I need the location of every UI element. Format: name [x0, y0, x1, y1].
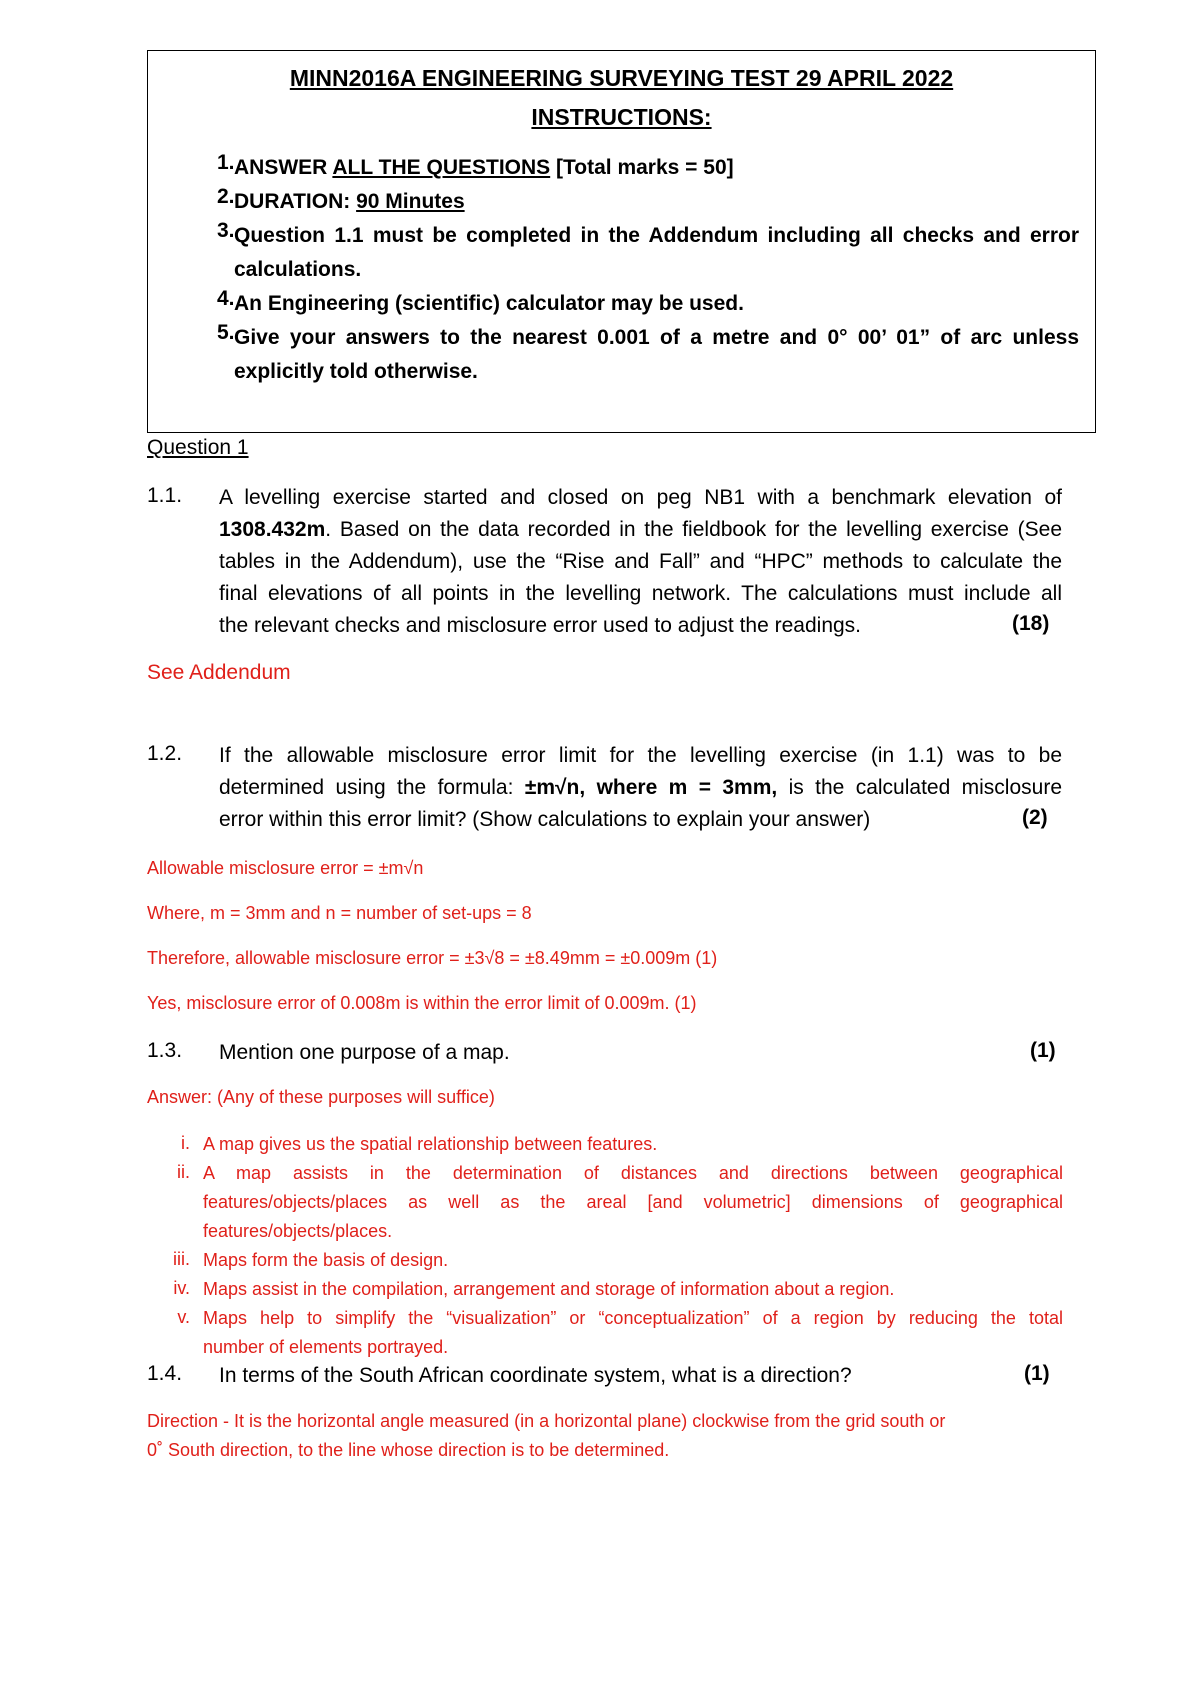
list-item-number: iv.: [173, 1278, 190, 1298]
question-1-1-text: A levelling exercise started and closed on peg NB1 with a benchmark elevation of 1308.432m. Based on the data recorded in the fieldbook for the levelling exercise (See tables in the Addendum), use the “Rise and Fall” and “HPC” methods to calculate the final elevations of all points in the levelling network. The calculations must include all the relevant checks and misclosure error used to adjust the readings.: [219, 486, 1062, 637]
instructions-heading: INSTRUCTIONS:: [531, 104, 712, 130]
answer-line: Therefore, allowable misclosure error = ±3√8 = ±8.49mm = ±0.009m (1): [147, 948, 718, 968]
answer-intro: Answer: (Any of these purposes will suffice): [147, 1087, 495, 1107]
question-1-4-text: In terms of the South African coordinate system, what is a direction?: [219, 1364, 852, 1387]
answer-line: Direction - It is the horizontal angle measured (in a horizontal plane) clockwise from the grid south or: [147, 1411, 946, 1431]
question-1-1-answer: See Addendum: [147, 661, 291, 684]
list-item: Maps form the basis of design.: [203, 1250, 449, 1270]
question-1-1-marks: (18): [1012, 612, 1050, 635]
question-1-2-text: If the allowable misclosure error limit for the levelling exercise (in 1.1) was to be determined using the formula: ±m√n, where m = 3mm, is the calculated misclosure error within this error limit? (Show calculations to explain your answer): [219, 744, 1062, 831]
test-title: MINN2016A ENGINEERING SURVEYING TEST 29 APRIL 2022: [289, 65, 954, 91]
answer-line: Yes, misclosure error of 0.008m is within the error limit of 0.009m. (1): [147, 993, 697, 1013]
question-1-2-marks: (2): [1022, 806, 1048, 829]
list-item: Maps help to simplify the “visualization” or “conceptualization” of a region by reducing the total number of elements portrayed.: [203, 1308, 1063, 1357]
list-item: A map assists in the determination of distances and directions between geographical features/objects/places as well as the areal [and volumetric] dimensions of geographical features/objects/places.: [203, 1163, 1063, 1241]
question-1-4-number: 1.4.: [147, 1362, 183, 1385]
question-1-2-number: 1.2.: [147, 742, 183, 765]
answer-line: 0˚ South direction, to the line whose direction is to be determined.: [147, 1440, 670, 1460]
list-item-number: i.: [181, 1133, 190, 1153]
question-1-3-text: Mention one purpose of a map.: [219, 1041, 510, 1064]
question-1-1-number: 1.1.: [147, 484, 183, 507]
list-item-number: v.: [177, 1307, 190, 1327]
question-1-4-marks: (1): [1024, 1362, 1050, 1385]
question-1-3-number: 1.3.: [147, 1039, 183, 1062]
question-1-heading: Question 1: [147, 436, 249, 459]
instructions-box: MINN2016A ENGINEERING SURVEYING TEST 29 APRIL 2022 INSTRUCTIONS: 1. ANSWER ALL THE QUESTIONS [Total marks = 50] 2. DURATION: 90 Minutes 3. Question 1.1 must be completed in the Addendum including all checks and error calculations. 4. An Engineering (scientific) calculator may be used. 5. Give your answers to the nearest 0.001 of a metre and 0° 00’ 01” of arc unless explicitly told otherwise.: [147, 50, 1096, 433]
list-item-number: ii.: [177, 1162, 190, 1182]
list-item-number: iii.: [173, 1249, 190, 1269]
list-item: A map gives us the spatial relationship between features.: [203, 1134, 658, 1154]
answer-line: Where, m = 3mm and n = number of set-ups = 8: [147, 903, 532, 923]
list-item: Maps assist in the compilation, arrangement and storage of information about a region.: [203, 1279, 895, 1299]
question-1-3-marks: (1): [1030, 1039, 1056, 1062]
answer-line: Allowable misclosure error = ±m√n: [147, 858, 424, 878]
